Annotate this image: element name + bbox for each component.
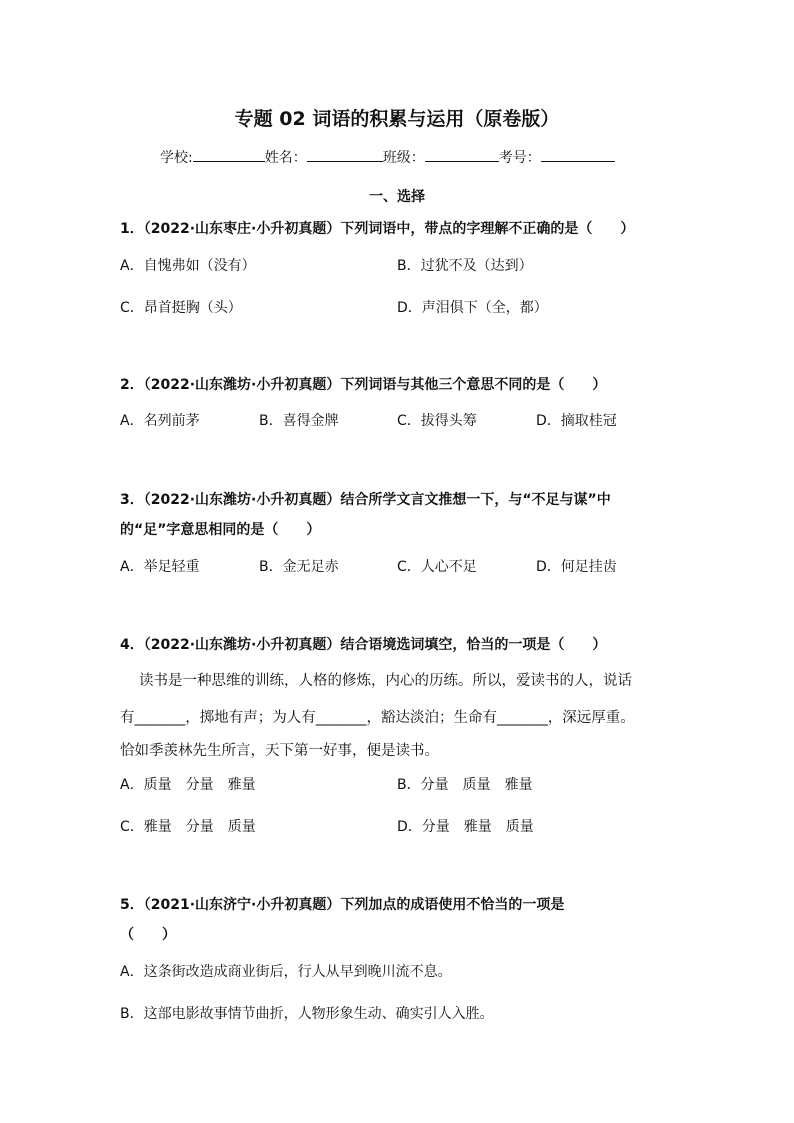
- question-2-option-a: A．名列前茅: [120, 413, 200, 429]
- question-4-passage-line2: 有_______，掷地有声；为人有_______，豁达淡泊；生命有_______，深远厚重。: [120, 710, 635, 726]
- name-label: 姓名：: [264, 150, 307, 166]
- question-5-option-b: B．这部电影故事情节曲折，人物形象生动、确实引人入胜。: [120, 1006, 494, 1022]
- question-3-stem-line2: 的“足”字意思相同的是（ ）: [120, 522, 321, 538]
- question-2-option-b: B．喜得金牌: [259, 413, 339, 429]
- question-3-stem-line1: 3．（2022·山东潍坊·小升初真题）结合所学文言文推想一下，与“不足与谋”中: [120, 492, 611, 508]
- question-5-option-a: A．这条街改造成商业街后，行人从早到晚川流不息。: [120, 964, 452, 980]
- question-4-passage-line1: 读书是一种思维的训练，人格的修炼，内心的历练。所以，爱读书的人，说话: [139, 673, 632, 689]
- question-2-option-c: C．拔得头筹: [397, 413, 477, 429]
- question-4-passage-line3: 恰如季羡林先生所言，天下第一好事，便是读书。: [120, 743, 439, 759]
- question-4-stem: 4．（2022·山东潍坊·小升初真题）结合语境选词填空，恰当的一项是（ ）: [120, 637, 607, 653]
- question-5-stem-line1: 5．（2021·山东济宁·小升初真题）下列加点的成语使用不恰当的一项是: [120, 897, 565, 913]
- question-4-option-c: C．雅量 分量 质量: [120, 819, 256, 835]
- school-label: 学校:: [160, 150, 193, 166]
- exam-no-label: 考号：: [498, 150, 541, 166]
- question-1-option-a: A．自愧弗如（没有）: [120, 258, 256, 274]
- class-blank: [425, 147, 499, 162]
- question-1-option-d: D．声泪俱下（全，都）: [397, 300, 548, 316]
- question-3-option-a: A．举足轻重: [120, 559, 200, 575]
- question-5-stem-line2: （ ）: [120, 927, 176, 943]
- exam-no-blank: [541, 147, 615, 162]
- question-2-stem: 2．（2022·山东潍坊·小升初真题）下列词语与其他三个意思不同的是（ ）: [120, 377, 607, 393]
- document-title: 专题 02 词语的积累与运用（原卷版）: [234, 108, 560, 130]
- question-4-option-b: B．分量 质量 雅量: [397, 777, 533, 793]
- class-label: 班级：: [382, 150, 425, 166]
- school-blank: [193, 147, 265, 162]
- student-info-line: [160, 147, 615, 167]
- question-1-option-b: B．过犹不及（达到）: [397, 258, 533, 274]
- section-heading: 一、选择: [369, 189, 425, 205]
- question-1-option-c: C．昂首挺胸（头）: [120, 300, 242, 316]
- name-blank: [307, 147, 383, 162]
- question-3-option-b: B．金无足赤: [259, 559, 339, 575]
- question-3-option-c: C．人心不足: [397, 559, 477, 575]
- question-4-option-a: A．质量 分量 雅量: [120, 777, 256, 793]
- question-1-stem: 1．（2022·山东枣庄·小升初真题）下列词语中，带点的字理解不正确的是（ ）: [120, 221, 635, 237]
- question-3-option-d: D．何足挂齿: [536, 559, 617, 575]
- question-4-option-d: D．分量 雅量 质量: [397, 819, 534, 835]
- question-2-option-d: D．摘取桂冠: [536, 413, 617, 429]
